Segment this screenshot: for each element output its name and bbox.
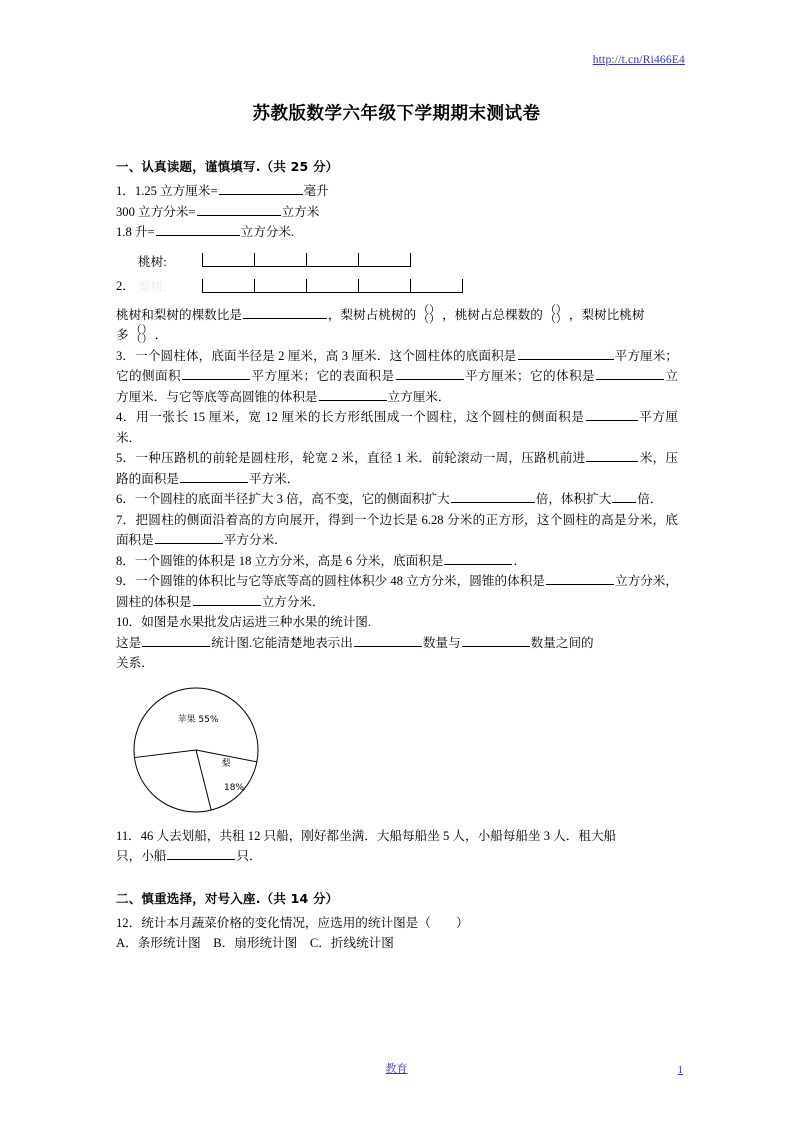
peach-tree-bar — [202, 253, 411, 267]
question-5-part-a: 一种压路机的前轮是圆柱形，轮宽 2 米，直径 1 米．前轮滚动一周，压路机前进 — [135, 451, 586, 465]
question-5 — [116, 448, 678, 489]
fraction-numerator: （） — [418, 303, 441, 316]
question-12-stem: 统计本月蔬菜价格的变化情况，应选用的统计图是（ ） — [141, 915, 469, 930]
question-2-part-a: 桃树和梨树的棵数比是 — [116, 307, 242, 322]
answer-blank[interactable] — [319, 387, 387, 401]
pie-slice-label: 梨 — [221, 758, 231, 769]
answer-blank[interactable] — [167, 846, 235, 860]
answer-blank[interactable] — [156, 222, 240, 236]
question-6 — [116, 489, 678, 510]
bar-segment — [306, 253, 358, 266]
question-4-part-b: 平方厘米． — [116, 410, 679, 445]
question-1 — [116, 181, 678, 243]
question-12-option-c[interactable]: C．折线统计图 — [309, 936, 394, 950]
fraction-denominator: （） — [418, 312, 441, 325]
page-number: 1 — [677, 1064, 683, 1076]
question-2-part-e: 多 — [116, 328, 129, 342]
question-6-number: 6． — [116, 492, 135, 506]
question-9-part-b: 立方分米，圆柱的体积是 — [116, 574, 679, 609]
question-11 — [116, 826, 678, 867]
question-5-part-b: 米，压路的面积是 — [116, 451, 679, 486]
question-12 — [116, 913, 678, 954]
question-1-line1-text: 1.25 立方厘米= — [134, 184, 218, 198]
answer-blank[interactable] — [462, 633, 530, 647]
question-2-part-d: ，梨树比桃树 — [568, 307, 645, 322]
bar-segment — [202, 279, 254, 292]
question-10-part-d: 数量与 — [422, 635, 461, 650]
question-7-number: 7． — [116, 512, 136, 527]
question-11-part-b: 只，小船 — [116, 849, 167, 863]
question-2-part-f: ． — [154, 328, 168, 342]
question-12-number: 12． — [116, 915, 142, 930]
question-10-number: 10． — [116, 615, 142, 629]
question-1-line2-text: 300 立方分米= — [116, 204, 196, 219]
question-1-line3-unit: 立方分米. — [240, 225, 295, 239]
question-9-part-a: 一个圆锥的体积比与它等底等高的圆柱体积少 48 立方分米，圆锥的体积是 — [134, 574, 545, 588]
question-10-part-b: 这是 — [116, 635, 142, 650]
question-3-number: 3． — [116, 348, 136, 363]
question-9-number: 9． — [116, 574, 135, 588]
pear-tree-bar — [202, 279, 463, 293]
section-1-heading: 一、认真读题，谨慎填写.（共 25 分） — [116, 159, 339, 174]
answer-blank[interactable] — [586, 448, 638, 462]
blank-fraction[interactable] — [418, 303, 441, 325]
question-2-text — [116, 305, 678, 346]
question-9-part-c: 立方分米． — [261, 594, 325, 609]
answer-blank[interactable] — [596, 366, 664, 380]
fraction-denominator: （） — [544, 312, 567, 325]
question-10-part-a: 如图是水果批发店运进三种水果的统计图. — [141, 615, 372, 629]
bar-segment — [202, 253, 254, 266]
page-title: 苏教版数学六年级下学期期末测试卷 — [252, 104, 541, 124]
question-2-diagram — [116, 249, 678, 303]
question-7-part-a: 把圆柱的侧面沿着高的方向展开，得到一个边长是 6.28 分米的正方形，这个圆柱的高是 — [135, 512, 627, 527]
question-8-part-a: 一个圆锥的体积是 18 立方分米，高是 6 分米，底面积是 — [134, 553, 444, 568]
question-6-part-c: 倍． — [637, 492, 663, 506]
pear-tree-label: 梨树: — [138, 279, 167, 294]
question-9 — [116, 571, 678, 612]
question-2-part-c: ，桃树占总棵数的 — [442, 307, 543, 322]
exam-content — [116, 157, 678, 954]
question-5-number: 5． — [116, 451, 136, 465]
question-4-number: 4． — [116, 410, 137, 424]
question-3-part-e: 立方厘米．与它等底等高圆锥的体积是 — [116, 369, 679, 404]
answer-blank[interactable] — [354, 633, 422, 647]
question-1-number: 1． — [116, 184, 135, 198]
question-12-option-a[interactable]: A．条形统计图 — [116, 936, 201, 950]
question-11-part-c: 只． — [236, 849, 262, 863]
question-1-line2-unit: 立方米 — [281, 204, 320, 219]
fraction-numerator: （） — [130, 324, 153, 337]
question-3-part-c: 平方厘米；它的表面积是 — [251, 369, 395, 383]
answer-blank[interactable] — [193, 592, 261, 606]
question-8-number: 8． — [116, 553, 135, 568]
bar-segment — [358, 279, 410, 292]
question-3-part-b: 平方厘米；它的侧面积 — [116, 348, 679, 383]
answer-blank[interactable] — [518, 346, 614, 360]
section-2-heading: 二、慎重选择，对号入座.（共 14 分） — [116, 890, 339, 906]
blank-fraction[interactable] — [131, 326, 153, 344]
answer-blank[interactable] — [612, 489, 636, 503]
question-1-line3-text: 1.8 升= — [116, 225, 155, 239]
footer-link[interactable]: 教育 — [385, 1062, 408, 1075]
question-7 — [116, 510, 678, 551]
pie-chart-svg — [116, 684, 306, 820]
blank-fraction[interactable] — [544, 303, 567, 325]
question-3-part-f: 立方厘米． — [387, 389, 451, 404]
question-3 — [116, 346, 678, 408]
bar-end-cap — [462, 279, 463, 292]
pie-slice-label: 苹果 55% — [177, 714, 219, 725]
question-8 — [116, 551, 678, 572]
answer-blank[interactable] — [182, 366, 250, 380]
question-3-part-d: 平方厘米；它的体积是 — [464, 369, 596, 383]
question-2-number: 2． — [116, 278, 135, 293]
answer-blank[interactable] — [197, 202, 281, 216]
answer-blank[interactable] — [586, 407, 638, 421]
answer-blank[interactable] — [219, 181, 303, 195]
answer-blank[interactable] — [396, 366, 464, 380]
question-4-part-a: 用一张长 15 厘米，宽 12 厘米的长方形纸围成一个圆柱，这个圆柱的侧面积是 — [136, 410, 585, 424]
answer-blank[interactable] — [546, 571, 614, 585]
question-5-part-c: 平方米． — [248, 471, 300, 486]
bar-segment — [254, 253, 306, 266]
fraction-numerator: （） — [544, 303, 567, 316]
answer-blank[interactable] — [243, 305, 327, 319]
answer-blank[interactable] — [444, 551, 512, 565]
fraction-denominator: （） — [130, 333, 153, 346]
source-url-link[interactable]: http://t.cn/Ri466E4 — [592, 54, 685, 66]
question-11-number: 11． — [116, 828, 141, 843]
question-1-line1-unit: 毫升 — [303, 184, 329, 198]
bar-segment — [410, 279, 462, 292]
peach-tree-label: 桃树: — [138, 254, 167, 269]
question-2-part-b: ，梨树占桃树的 — [327, 307, 417, 322]
question-4 — [116, 407, 678, 448]
answer-blank[interactable] — [142, 633, 210, 647]
question-8-part-b: ． — [513, 553, 527, 568]
question-10 — [116, 612, 678, 674]
question-7-part-c: 平方分米． — [223, 533, 287, 547]
question-10-part-c: 统计图.它能清楚地表示出 — [211, 635, 353, 650]
pie-slice-label: 18% — [223, 782, 245, 793]
answer-blank[interactable] — [155, 530, 223, 544]
question-3-part-a: 一个圆柱体，底面半径是 2 厘米，高 3 厘米．这个圆柱体的底面积是 — [135, 348, 517, 363]
bar-segment — [254, 279, 306, 292]
fruit-pie-chart — [116, 684, 678, 822]
bar-end-cap — [410, 253, 411, 266]
question-10-part-e: 数量之间的 — [530, 635, 594, 650]
question-12-option-b[interactable]: B．扇形统计图 — [213, 936, 298, 950]
question-6-part-a: 一个圆柱的底面半径扩大 3 倍，高不变，它的侧面积扩大 — [134, 492, 450, 506]
question-10-part-f: 关系． — [116, 656, 154, 670]
question-7-part-b: 分米，底面积是 — [116, 512, 679, 547]
question-11-part-a: 46 人去划船，共租 12 只船，刚好都坐满．大船每船坐 5 人，小船每船坐 3 人．租大船 — [140, 828, 617, 843]
bar-segment — [306, 279, 358, 292]
answer-blank[interactable] — [180, 469, 248, 483]
question-6-part-b: 倍，体积扩大 — [535, 492, 612, 506]
answer-blank[interactable] — [451, 489, 535, 503]
bar-segment — [358, 253, 410, 266]
